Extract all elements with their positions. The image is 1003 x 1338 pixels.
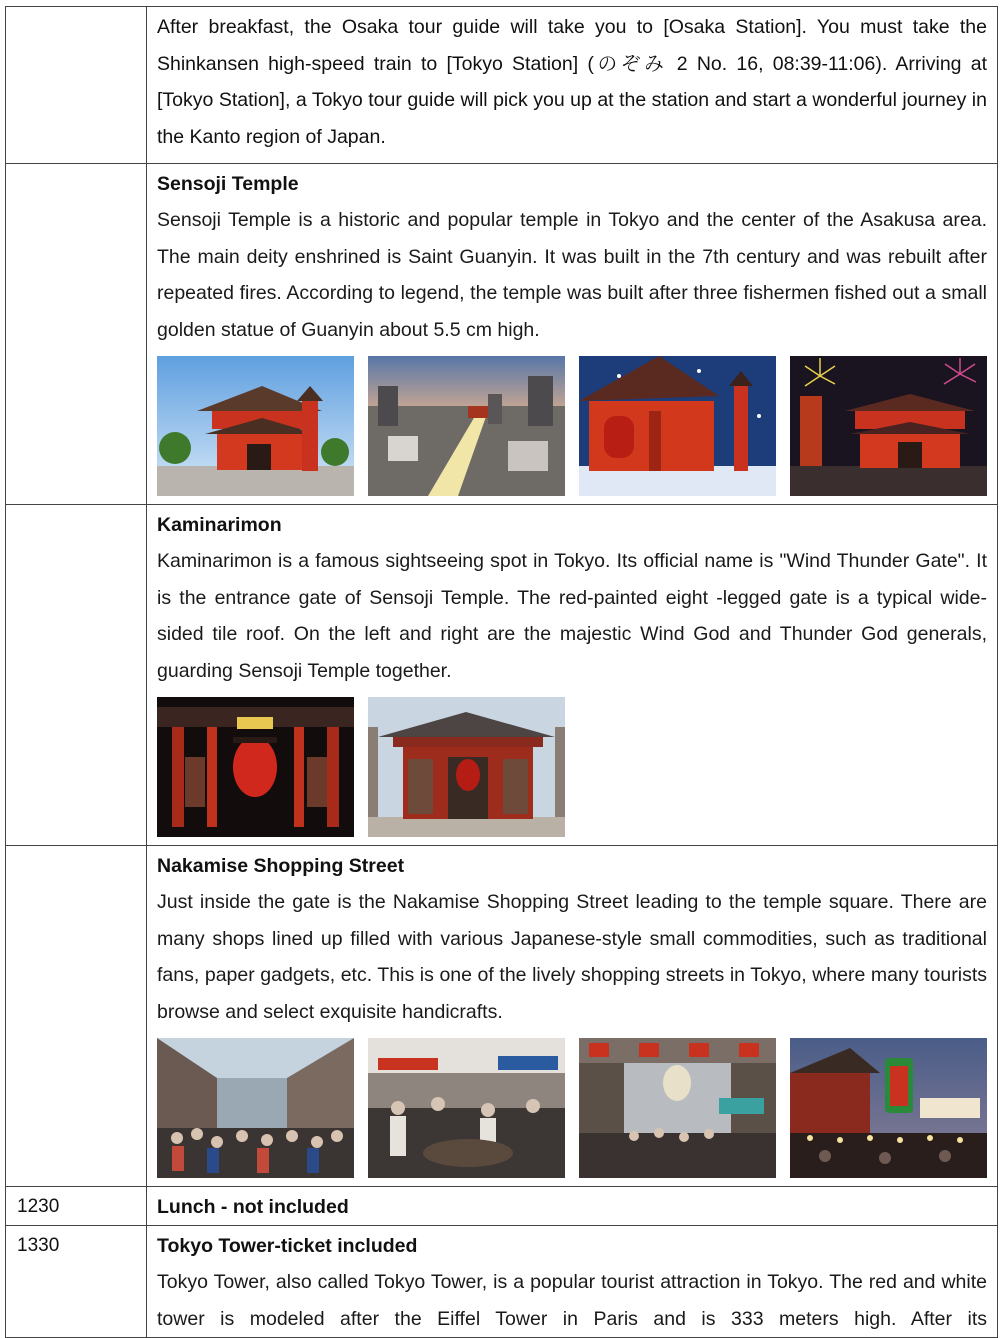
photo-strip — [157, 356, 987, 496]
section-title: Lunch - not included — [157, 1196, 349, 1218]
transfer-description: After breakfast, the Osaka tour guide will take you to [Osaka Station]. You must take the Shinkansen high-speed train to [Tokyo Station] (のぞみ 2 No. 16, 08:39-11:06). Arriving at [Tokyo Station], a Tokyo tour guide will pick you up at the station and start a wonderful journey in the Kanto region of Japan. — [157, 16, 987, 148]
section-title: Nakamise Shopping Street — [157, 855, 405, 877]
section-title: Sensoji Temple — [157, 173, 299, 195]
shopping-street-photo — [157, 1038, 354, 1178]
itinerary-row-kaminarimon — [6, 505, 998, 846]
section-title: Tokyo Tower-ticket included — [157, 1235, 418, 1257]
kaminarimon-gate-photo — [368, 697, 565, 837]
photo-strip — [157, 1038, 987, 1178]
time-cell — [6, 846, 147, 1187]
itinerary-table — [5, 6, 998, 1338]
gate-snow-photo — [579, 356, 776, 496]
content-cell — [147, 1226, 998, 1338]
content-cell — [147, 7, 998, 164]
shopping-street-photo — [790, 1038, 987, 1178]
time-cell: 1230 — [6, 1187, 147, 1226]
section-title: Kaminarimon — [157, 514, 282, 536]
itinerary-row-lunch — [6, 1187, 998, 1226]
time-cell — [6, 505, 147, 846]
itinerary-row-sensoji — [6, 164, 998, 505]
temple-photo — [157, 356, 354, 496]
content-cell — [147, 164, 998, 505]
section-description: Tokyo Tower, also called Tokyo Tower, is a popular tourist attraction in Tokyo. The red and white tower is modeled after the Eiffel Tower in Paris and is 333 meters high. After its — [157, 1271, 987, 1330]
time-cell: 1330 — [6, 1226, 147, 1338]
content-cell — [147, 1187, 998, 1226]
content-cell — [147, 505, 998, 846]
fireworks-photo — [790, 356, 987, 496]
section-description: Kaminarimon is a famous sightseeing spot in Tokyo. Its official name is "Wind Thunder Gate". It is the entrance gate of Sensoji Temple. The red-painted eight -legged gate is a typical wide-sided tile roof. On the left and right are the majestic Wind God and Thunder God generals, guarding Sensoji Temple together. — [157, 550, 987, 682]
itinerary-row-tokyo-tower — [6, 1226, 998, 1338]
photo-strip — [157, 697, 987, 837]
city-view-photo — [368, 356, 565, 496]
itinerary-row-nakamise — [6, 846, 998, 1187]
lantern-gate-photo — [157, 697, 354, 837]
itinerary-row-transfer — [6, 7, 998, 164]
shopping-street-photo — [368, 1038, 565, 1178]
time-cell — [6, 7, 147, 164]
section-description: Sensoji Temple is a historic and popular temple in Tokyo and the center of the Asakusa area. The main deity enshrined is Saint Guanyin. It was built in the 7th century and was rebuilt after repeated fires. According to legend, the temple was built after three fishermen fished out a small golden statue of Guanyin about 5.5 cm high. — [157, 209, 987, 341]
shopping-street-photo — [579, 1038, 776, 1178]
content-cell — [147, 846, 998, 1187]
section-description: Just inside the gate is the Nakamise Shopping Street leading to the temple square. There are many shops lined up filled with various Japanese-style small commodities, such as traditional fans, paper gadgets, etc. This is one of the lively shopping streets in Tokyo, where many tourists browse and select exquisite handicrafts. — [157, 891, 987, 1023]
time-cell — [6, 164, 147, 505]
